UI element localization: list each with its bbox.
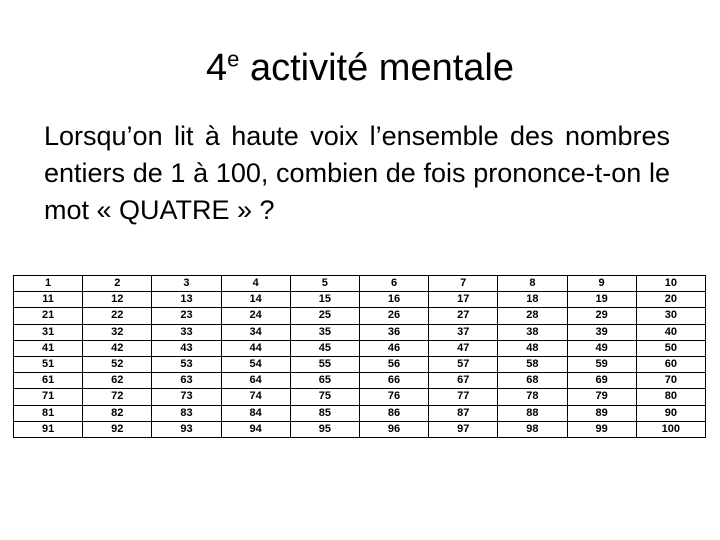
grid-cell: 79: [567, 389, 636, 405]
grid-cell: 93: [152, 421, 221, 437]
grid-cell: 2: [83, 276, 152, 292]
grid-cell: 68: [498, 373, 567, 389]
grid-cell: 45: [290, 340, 359, 356]
grid-cell: 90: [636, 405, 705, 421]
grid-cell: 15: [290, 292, 359, 308]
grid-cell: 9: [567, 276, 636, 292]
grid-row: [14, 405, 706, 421]
grid-cell: 4: [221, 276, 290, 292]
grid-cell: 87: [429, 405, 498, 421]
grid-cell: 21: [14, 308, 83, 324]
grid-cell: 71: [14, 389, 83, 405]
grid-cell: 31: [14, 324, 83, 340]
grid-cell: 40: [636, 324, 705, 340]
grid-cell: 57: [429, 356, 498, 372]
grid-cell: 82: [83, 405, 152, 421]
grid-cell: 30: [636, 308, 705, 324]
grid-cell: 24: [221, 308, 290, 324]
grid-cell: 69: [567, 373, 636, 389]
grid-cell: 5: [290, 276, 359, 292]
grid-cell: 20: [636, 292, 705, 308]
grid-cell: 66: [359, 373, 428, 389]
grid-cell: 51: [14, 356, 83, 372]
grid-cell: 85: [290, 405, 359, 421]
title-superscript: e: [227, 46, 240, 72]
grid-cell: 49: [567, 340, 636, 356]
grid-cell: 33: [152, 324, 221, 340]
grid-cell: 29: [567, 308, 636, 324]
grid-cell: 12: [83, 292, 152, 308]
grid-cell: 10: [636, 276, 705, 292]
title-number: 4: [206, 47, 228, 89]
slide-title: [0, 44, 720, 92]
grid-row: [14, 292, 706, 308]
grid-cell: 78: [498, 389, 567, 405]
grid-cell: 26: [359, 308, 428, 324]
grid-row: [14, 340, 706, 356]
grid-cell: 8: [498, 276, 567, 292]
grid-cell: 60: [636, 356, 705, 372]
grid-cell: 100: [636, 421, 705, 437]
grid-row: [14, 324, 706, 340]
grid-row: [14, 389, 706, 405]
grid-cell: 95: [290, 421, 359, 437]
grid-cell: 98: [498, 421, 567, 437]
grid-cell: 75: [290, 389, 359, 405]
grid-cell: 37: [429, 324, 498, 340]
grid-cell: 7: [429, 276, 498, 292]
grid-cell: 70: [636, 373, 705, 389]
grid-cell: 34: [221, 324, 290, 340]
grid-cell: 19: [567, 292, 636, 308]
grid-cell: 6: [359, 276, 428, 292]
grid-cell: 94: [221, 421, 290, 437]
grid-cell: 84: [221, 405, 290, 421]
grid-cell: 42: [83, 340, 152, 356]
grid-row: [14, 356, 706, 372]
grid-cell: 56: [359, 356, 428, 372]
grid-cell: 17: [429, 292, 498, 308]
grid-cell: 65: [290, 373, 359, 389]
grid-cell: 44: [221, 340, 290, 356]
grid-cell: 35: [290, 324, 359, 340]
grid-row: [14, 421, 706, 437]
grid-cell: 77: [429, 389, 498, 405]
grid-cell: 14: [221, 292, 290, 308]
grid-cell: 13: [152, 292, 221, 308]
grid-cell: 41: [14, 340, 83, 356]
grid-cell: 73: [152, 389, 221, 405]
grid-cell: 80: [636, 389, 705, 405]
grid-cell: 91: [14, 421, 83, 437]
grid-cell: 63: [152, 373, 221, 389]
grid-cell: 76: [359, 389, 428, 405]
grid-cell: 39: [567, 324, 636, 340]
grid-cell: 59: [567, 356, 636, 372]
grid-cell: 1: [14, 276, 83, 292]
grid-cell: 86: [359, 405, 428, 421]
grid-cell: 67: [429, 373, 498, 389]
grid-cell: 46: [359, 340, 428, 356]
grid-row: [14, 276, 706, 292]
grid-cell: 43: [152, 340, 221, 356]
grid-cell: 50: [636, 340, 705, 356]
grid-cell: 88: [498, 405, 567, 421]
title-text: activité mentale: [239, 47, 514, 89]
grid-cell: 89: [567, 405, 636, 421]
grid-cell: 58: [498, 356, 567, 372]
grid-cell: 32: [83, 324, 152, 340]
grid-cell: 99: [567, 421, 636, 437]
grid-cell: 48: [498, 340, 567, 356]
grid-row: [14, 373, 706, 389]
grid-cell: 28: [498, 308, 567, 324]
grid-cell: 83: [152, 405, 221, 421]
grid-cell: 96: [359, 421, 428, 437]
number-grid: [13, 275, 706, 438]
grid-cell: 38: [498, 324, 567, 340]
grid-cell: 22: [83, 308, 152, 324]
grid-cell: 97: [429, 421, 498, 437]
grid-row: [14, 308, 706, 324]
grid-cell: 72: [83, 389, 152, 405]
grid-cell: 18: [498, 292, 567, 308]
grid-cell: 47: [429, 340, 498, 356]
grid-cell: 3: [152, 276, 221, 292]
grid-cell: 81: [14, 405, 83, 421]
grid-cell: 27: [429, 308, 498, 324]
grid-cell: 36: [359, 324, 428, 340]
number-grid-body: [14, 276, 706, 438]
grid-cell: 61: [14, 373, 83, 389]
question-text: Lorsqu’on lit à haute voix l’ensemble des nombres entiers de 1 à 100, combien de fois prononce-t-on le mot « QUATRE » ?: [44, 121, 670, 225]
grid-cell: 52: [83, 356, 152, 372]
grid-cell: 74: [221, 389, 290, 405]
grid-cell: 55: [290, 356, 359, 372]
grid-cell: 16: [359, 292, 428, 308]
grid-cell: 53: [152, 356, 221, 372]
grid-cell: 64: [221, 373, 290, 389]
grid-cell: 54: [221, 356, 290, 372]
grid-cell: 62: [83, 373, 152, 389]
grid-cell: 11: [14, 292, 83, 308]
grid-cell: 92: [83, 421, 152, 437]
grid-cell: 25: [290, 308, 359, 324]
grid-cell: 23: [152, 308, 221, 324]
